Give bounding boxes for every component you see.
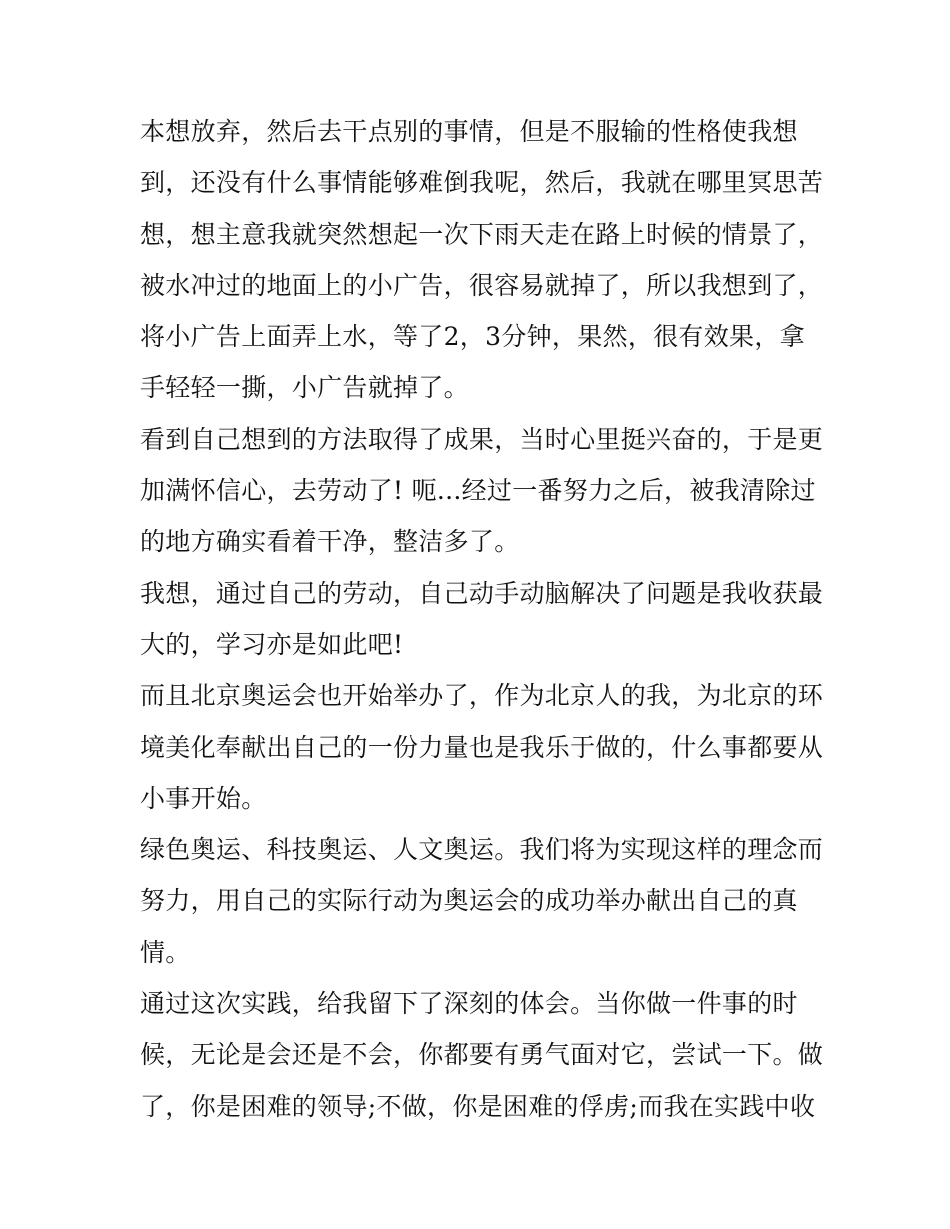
text-line: 加满怀信心，去劳动了! 呃...经过一番努力之后，被我清除过 — [140, 476, 816, 506]
text-line: 到，还没有什么事情能够难倒我呢，然后，我就在哪里冥思苦 — [140, 168, 824, 198]
text-line: 而且北京奥运会也开始举办了，作为北京人的我，为北京的环 — [140, 681, 824, 711]
text-line: 大的，学习亦是如此吧! — [140, 629, 404, 659]
text-line: 想，想主意我就突然想起一次下雨天走在路上时候的情景了， — [140, 219, 824, 249]
document-body — [140, 106, 824, 1132]
text-line: 情。 — [140, 937, 191, 967]
text-line: 小事开始。 — [140, 783, 267, 813]
text-line: 的地方确实看着干净，整洁多了。 — [140, 527, 520, 557]
text-line: 手轻轻一撕，小广告就掉了。 — [140, 373, 469, 403]
text-line: 候，无论是会还是不会，你都要有勇气面对它，尝试一下。做 — [140, 1040, 824, 1070]
text-line: 努力，用自己的实际行动为奥运会的成功举办献出自己的真 — [140, 886, 798, 916]
text-line: 本想放弃，然后去干点别的事情，但是不服输的性格使我想 — [140, 117, 798, 146]
text-line: 被水冲过的地面上的小广告，很容易就掉了，所以我想到了， — [140, 270, 824, 300]
text-line: 绿色奥运、科技奥运、人文奥运。我们将为实现这样的理念而 — [140, 835, 824, 865]
text-line: 看到自己想到的方法取得了成果，当时心里挺兴奋的，于是更 — [140, 424, 824, 454]
text-line: 我想，通过自己的劳动，自己动手动脑解决了问题是我收获最 — [140, 578, 824, 608]
text-line: 通过这次实践，给我留下了深刻的体会。当你做一件事的时 — [140, 989, 798, 1019]
text-line: 境美化奉献出自己的一份力量也是我乐于做的，什么事都要从 — [140, 732, 824, 762]
text-line: 将小广告上面弄上水，等了2，3分钟，果然，很有效果，拿 — [140, 322, 805, 352]
text-line: 了，你是困难的领导;不做，你是困难的俘虏;而我在实践中收 — [140, 1091, 816, 1121]
